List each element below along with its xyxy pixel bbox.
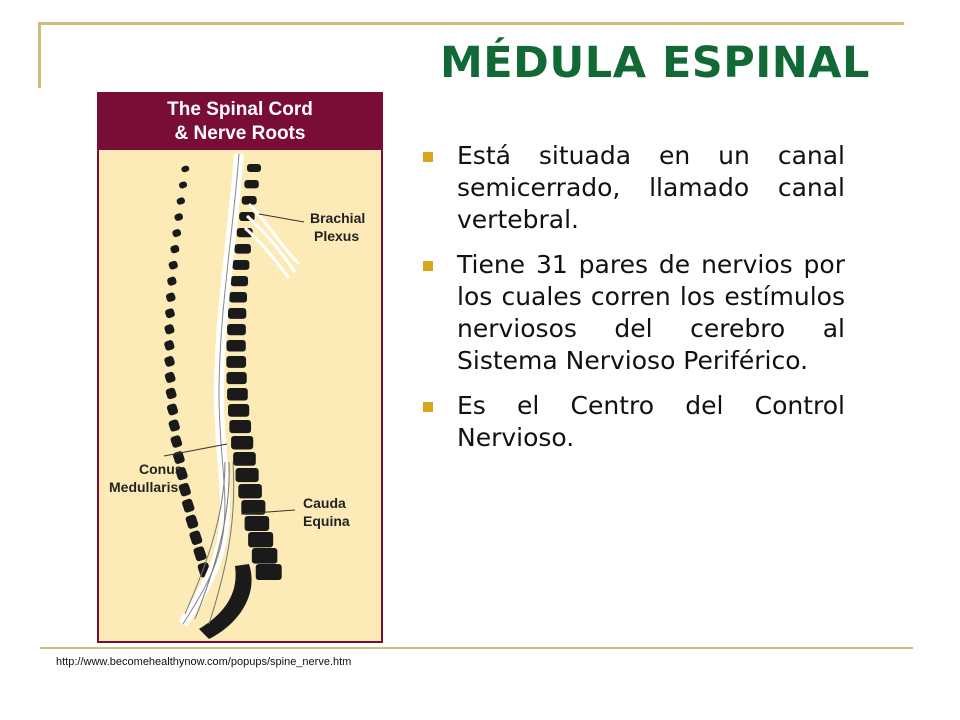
vertebral-body bbox=[228, 308, 246, 319]
bullet-text: Está situada en un canal semicerrado, llamado canal vertebral. bbox=[457, 141, 845, 234]
spinous-process bbox=[166, 276, 177, 287]
slide-frame-top-line bbox=[40, 22, 904, 25]
vertebral-body bbox=[235, 244, 251, 254]
spinous-process bbox=[164, 324, 176, 336]
label-conus-line2: Medullaris bbox=[109, 479, 179, 495]
bullet-item bbox=[423, 249, 845, 377]
vertebral-body bbox=[231, 276, 248, 286]
vertebral-body bbox=[256, 564, 282, 580]
spinous-process bbox=[178, 181, 188, 190]
spinous-process bbox=[170, 435, 183, 449]
spinous-process bbox=[172, 228, 182, 238]
vertebral-body bbox=[229, 420, 251, 433]
spinous-process bbox=[189, 530, 203, 546]
bullet-square-icon bbox=[423, 261, 433, 271]
vertebral-body bbox=[238, 484, 262, 498]
spinous-process bbox=[170, 244, 181, 254]
label-cauda-line2: Equina bbox=[303, 513, 350, 529]
spinous-process bbox=[181, 498, 195, 513]
spinous-process bbox=[176, 197, 186, 206]
vertebral-body bbox=[227, 388, 248, 400]
label-cauda-line1: Cauda bbox=[303, 495, 346, 511]
vertebral-body bbox=[226, 356, 246, 368]
vertebral-body bbox=[228, 404, 249, 417]
label-brachial-plexus bbox=[310, 209, 365, 245]
vertebral-body bbox=[248, 532, 273, 547]
bullet-list bbox=[423, 140, 845, 467]
label-cauda-equina bbox=[303, 494, 350, 530]
vertebral-body bbox=[227, 324, 246, 335]
spinous-process bbox=[164, 355, 176, 367]
vertebral-body bbox=[242, 196, 257, 205]
vertebral-body bbox=[231, 436, 253, 449]
slide-frame-left-line bbox=[38, 22, 41, 88]
vertebral-body bbox=[244, 180, 258, 188]
spinal-cord-illustration bbox=[97, 92, 383, 643]
vertebral-body bbox=[252, 548, 278, 564]
illustration-header-line1: The Spinal Cord bbox=[167, 99, 313, 120]
spinous-process bbox=[174, 212, 184, 221]
slide-frame-bottom-line bbox=[40, 647, 913, 649]
spinous-process bbox=[193, 546, 208, 562]
bullet-item bbox=[423, 140, 845, 236]
bullet-square-icon bbox=[423, 152, 433, 162]
spinous-process bbox=[165, 292, 176, 303]
label-conus-medullaris bbox=[109, 460, 183, 496]
vertebral-body bbox=[247, 164, 261, 172]
bullet-text: Tiene 31 pares de nervios por los cuales corren los estímulos nerviosos del cerebro al Sistema Nervioso Periférico. bbox=[457, 250, 845, 375]
spinous-process bbox=[164, 308, 175, 319]
vertebral-body bbox=[233, 452, 256, 466]
bullet-item bbox=[423, 390, 845, 454]
vertebral-body bbox=[229, 292, 247, 303]
spine-drawing bbox=[99, 94, 381, 641]
spinous-process bbox=[163, 339, 175, 351]
vertebral-body bbox=[227, 340, 246, 352]
spinous-process bbox=[164, 371, 176, 384]
vertebral-body bbox=[232, 260, 249, 270]
source-link[interactable]: http://www.becomehealthynow.com/popups/spine_nerve.htm bbox=[56, 656, 352, 668]
spinous-process bbox=[181, 165, 190, 173]
spinous-process bbox=[168, 419, 181, 433]
spinous-process bbox=[165, 387, 177, 400]
illustration-header-line2: & Nerve Roots bbox=[174, 123, 306, 144]
label-brachial-line1: Brachial bbox=[310, 210, 366, 226]
bullet-square-icon bbox=[423, 402, 433, 412]
spinous-process bbox=[168, 260, 179, 270]
vertebral-body bbox=[245, 516, 270, 531]
bullet-text: Es el Centro del Control Nervioso. bbox=[457, 391, 845, 452]
slide-title: MÉDULA ESPINAL bbox=[440, 38, 870, 88]
illustration-header bbox=[99, 94, 381, 150]
spinous-process bbox=[185, 514, 199, 530]
label-brachial-line2: Plexus bbox=[314, 228, 360, 244]
vertebral-body bbox=[227, 372, 247, 384]
label-conus-line1: Conus bbox=[139, 461, 183, 477]
spinous-process bbox=[166, 403, 179, 416]
vertebral-body bbox=[236, 468, 259, 482]
